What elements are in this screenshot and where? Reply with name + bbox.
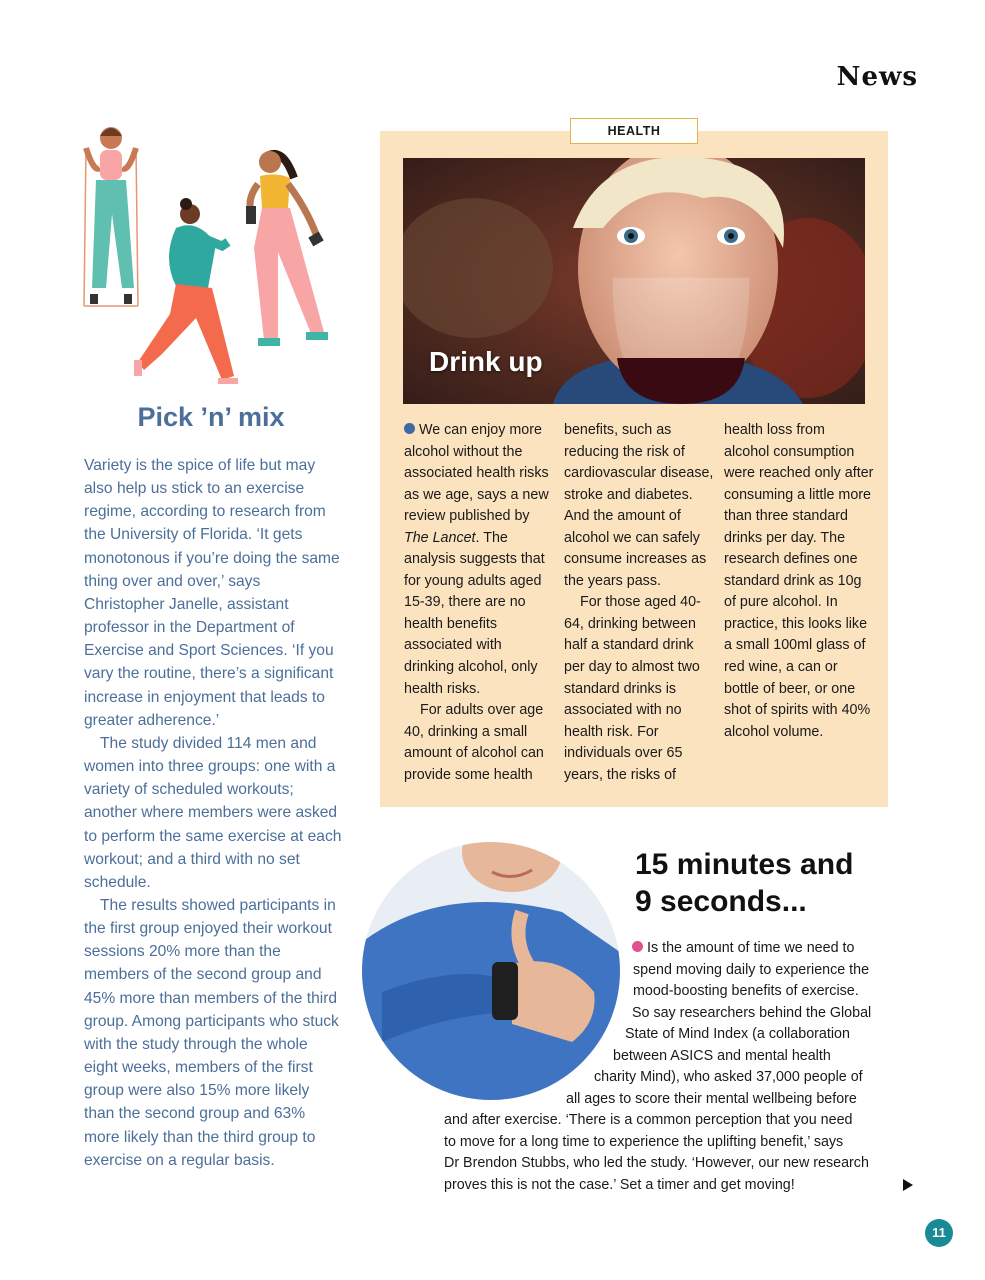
- section-title: News: [836, 62, 918, 92]
- paragraph: The results showed participants in the first group enjoyed their workout sessions 20% more than the members of the second group and 45% more than members of the third group. Among participants who stuck with the study through the whole eight weeks, members of the first group were also 15% more likely than the second group and 63% more likely than the third group to exercise on a regular basis.: [84, 896, 339, 1169]
- pick-n-mix-title: Pick ’n’ mix: [137, 402, 285, 432]
- paragraph: The study divided 114 men and women into three groups: one with a variety of scheduled workouts; another where members were asked to perform the same exercise at each workout; and a third with no set schedule.: [84, 734, 342, 891]
- continue-arrow-icon: [903, 1179, 913, 1191]
- paragraph: For those aged 40-64, drinking between half a standard drink per day to almost two standard drinks is associated with no health risk. For individuals over 65 years, the risks of health loss from alcohol consumption were reached only after consuming a little more than three standard drinks per day. The research defines one standard drink as 10g of pure alcohol. In practice, this looks like a small 100ml glass of red wine, a can or bottle of beer, or one shot of spirits with 40% alcohol volume.: [564, 422, 874, 783]
- exercise-illustration: [58, 118, 342, 396]
- drink-up-body: [404, 420, 874, 786]
- page-number: 11: [925, 1219, 953, 1247]
- fifteen-minutes-body: Is the amount of time we need to spend moving daily to experience the mood-boosting benefits of exercise. So say researchers behind the Global State of Mind Index (a collaboration between ASICS and mental health charity Mind), who asked 37,000 people of all ages to score their mental wellbeing before and after exercise. ‘There is a common perception that you need to move for a long time to experience the uplifting benefit,’ says Dr Brendon Stubbs, who led the study. ‘However, our new research proves this is not the case.’ Set a timer and get moving!: [444, 940, 872, 1194]
- woman-dumbbell-figure: [246, 151, 328, 346]
- woman-jogging-figure: [134, 198, 238, 384]
- journal-name: The Lancet: [404, 529, 476, 546]
- paragraph: We can enjoy more alcohol without the associated health risks as we age, says a new review published by The Lancet. The analysis suggests that for young adults aged 15-39, there are no health benefits associated with drinking alcohol, only health risks.: [404, 422, 549, 697]
- paragraph: For adults over age 40, drinking a small amount of alcohol can provide some health benefits, such as reducing the risk of cardiovascular disease, stroke and diabetes. And the amount of alcohol we can safely consume increases as the years pass.: [404, 422, 714, 783]
- bullet-dot-icon: [404, 423, 415, 434]
- paragraph: Variety is the spice of life but may also help us stick to an exercise regime, according to research from the University of Florida. ‘It gets monotonous if you’re doing the same thing over and over,’ says Christopher Janelle, assistant professor in the Department of Exercise and Sport Sciences. ‘If you vary the routine, there’s a significant increase in enjoyment that leads to greater adherence.’: [84, 457, 340, 729]
- health-tag: HEALTH: [570, 118, 698, 144]
- woman-band-figure: [84, 127, 138, 306]
- fifteen-minutes-title: 15 minutes and 9 seconds...: [635, 848, 854, 918]
- drink-up-title: Drink up: [429, 346, 543, 377]
- bullet-dot-icon: [632, 941, 643, 952]
- pick-n-mix-body: [84, 454, 342, 1172]
